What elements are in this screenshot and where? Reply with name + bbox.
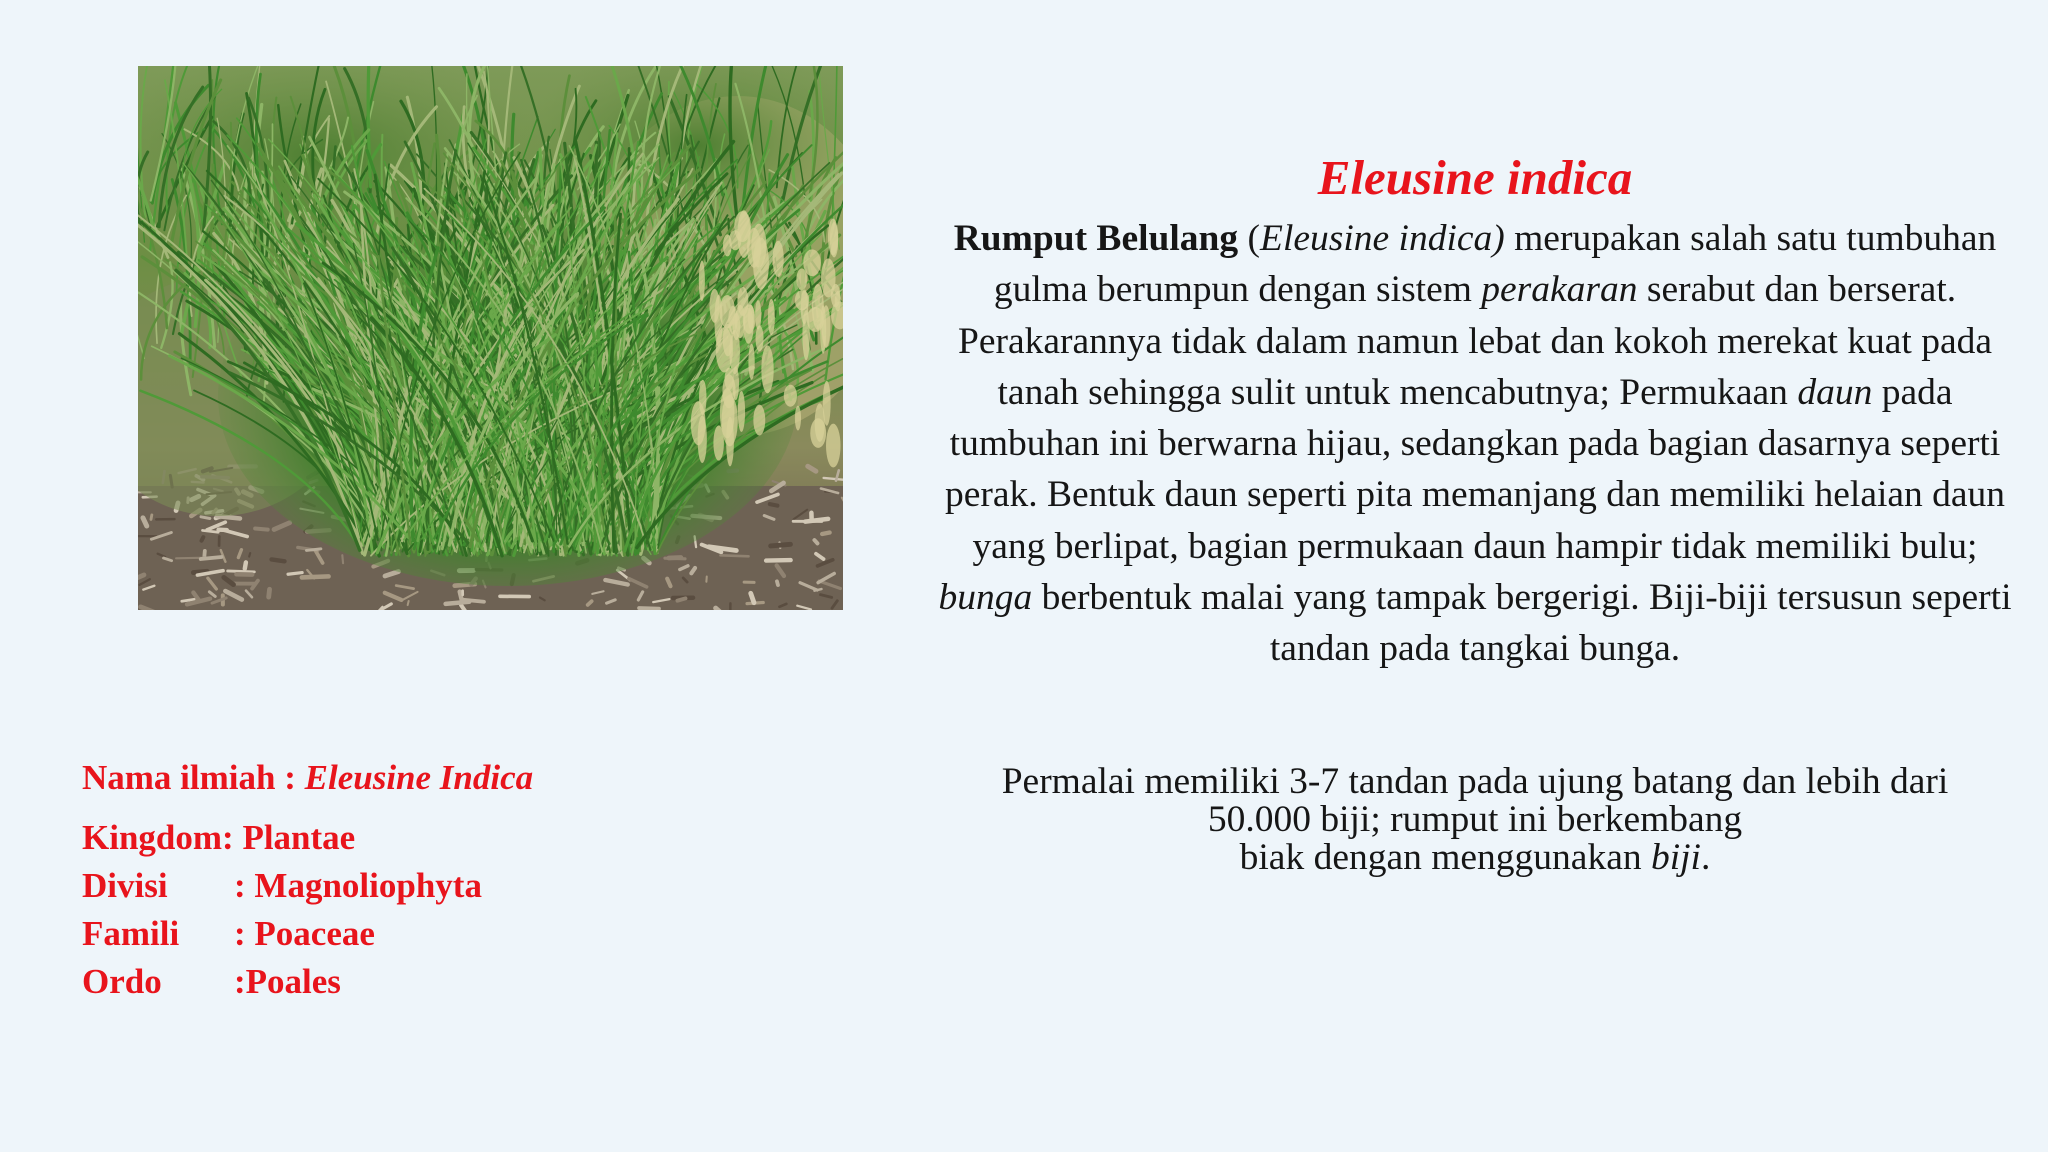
classification-value: : Magnoliophyta	[234, 866, 482, 905]
classification-row-famili	[82, 910, 782, 958]
classification-key: Ordo	[82, 962, 162, 1001]
term-bunga: bunga	[938, 577, 1033, 619]
footnote-line: Permalai memiliki 3-7 tandan pada ujung batang dan lebih dari	[1001, 761, 1949, 802]
description-sci-name: Eleusine indica)	[1260, 218, 1505, 259]
classification-row-kingdom	[82, 814, 782, 862]
classification-key: Divisi	[82, 866, 168, 905]
footnote-text: biak dengan menggunakan	[1239, 837, 1651, 878]
footnote-paragraph	[922, 763, 2028, 877]
scientific-name-label: Nama ilmiah :	[82, 758, 305, 797]
species-title: Eleusine indica	[1317, 150, 1633, 205]
footnote-line: 50.000 biji; rumput ini berkembang	[1207, 799, 1743, 840]
classification-block	[82, 754, 782, 1006]
grass-photo	[138, 66, 843, 610]
footnote-text: .	[1700, 837, 1711, 878]
description-text: (	[1238, 218, 1261, 259]
classification-value: :Poales	[234, 962, 341, 1001]
term-biji: biji	[1650, 837, 1701, 878]
description-text: berbentuk malai yang tampak bergerigi. Biji-biji tersusun seperti tandan pada tangkai bunga.	[1032, 577, 2012, 670]
classification-row-divisi	[82, 862, 782, 910]
footnote-line	[922, 839, 2028, 877]
description-text: pada tumbuhan ini berwarna hijau, sedangkan pada bagian dasarnya seperti perak. Bentuk daun seperti pita memanjang dan memiliki helaian daun yang berlipat, bagian permukaan daun hampir tidak memiliki bulu;	[944, 371, 2006, 567]
grass-illustration	[138, 66, 843, 610]
classification-key: Famili	[82, 914, 180, 953]
term-perakaran: perakaran	[1481, 269, 1638, 311]
classification-value: : Plantae	[222, 818, 356, 857]
classification-value: : Poaceae	[234, 914, 375, 953]
scientific-name-value: Eleusine Indica	[304, 758, 534, 797]
classification-row-ordo	[82, 958, 782, 1006]
description-text: merupakan salah satu tumbuhan gulma berumpun dengan sistem	[993, 218, 1997, 311]
description-text: serabut dan berserat. Perakarannya tidak dalam namun lebat dan kokoh merekat kuat pada tanah sehingga sulit untuk mencabutnya; Permukaan	[958, 269, 1992, 413]
classification-key: Kingdom	[82, 818, 223, 857]
term-daun: daun	[1797, 371, 1873, 413]
common-name: Rumput Belulang	[953, 218, 1239, 259]
scientific-name-line	[82, 754, 782, 802]
description-paragraph	[922, 213, 2028, 675]
